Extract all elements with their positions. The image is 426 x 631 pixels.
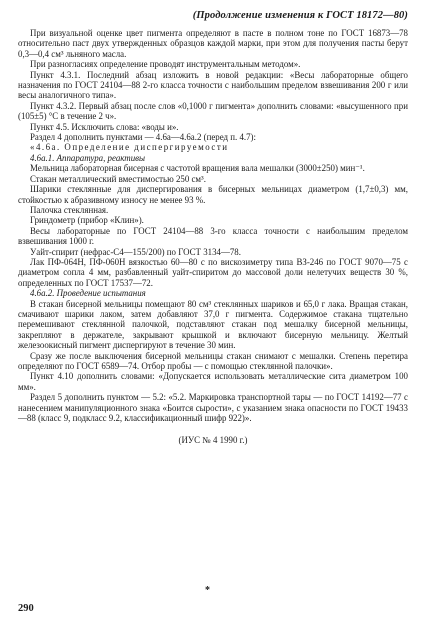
subsection-heading: 4.6а.2. Проведение испытания — [30, 288, 146, 299]
subsection-heading: 4.6а.1. Аппаратура, реактивы — [30, 152, 145, 163]
asterisk-mark: * — [205, 585, 210, 596]
paragraph: Пункт 4.3.2. Первый абзац после слов «0,1000 г пигмента» дополнить словами: «высушенного при (105±5) °С в течение 2 ч». — [18, 100, 408, 122]
paragraph: Сразу же после выключения бисерной мельницы стакан снимают с мешалки. Степень перетира определяют по ГОСТ 6589—74. Отбор пробы — с помощью стеклянной палочки». — [18, 350, 408, 371]
source-reference: (ИУС № 4 1990 г.) — [178, 435, 248, 446]
paragraph: Лак ПФ-064Н, ПФ-060Н вязкостью 60—80 с по вискозиметру типа ВЗ-246 по ГОСТ 9070—75 с диаметром сопла 4 мм, разбавленный уайт-спиритом до массовой доли нелетучих веществ 30 %, определенных по ГОСТ 17537—72. — [18, 256, 408, 288]
paragraph: Гриндометр (прибор «Клин»). — [30, 215, 144, 226]
paragraph: Стакан металлический вместимостью 250 см³. — [30, 173, 206, 184]
paragraph: Пункт 4.3.1. Последний абзац изложить в новой редакции: «Весы лабораторные общего назначения по ГОСТ 24104—88 2-го класса точности с наибольшим пределом взвешивания 200 г или весы аналогичного типа». — [18, 69, 408, 101]
paragraph: При визуальной оценке цвет пигмента определяют в пасте в полном тоне по ГОСТ 16873—78 относительно паст двух утвержденных образцов каждой марки, при этом для получения пасты берут 0,3—0,4 см³ льняного масла. — [18, 28, 408, 59]
page-number: 290 — [18, 603, 34, 614]
paragraph: Мельница лабораторная бисерная с частотой вращения вала мешалки (3000±250) мин⁻¹. — [30, 163, 365, 174]
paragraph: При разногласиях определение проводят инструментальным методом». — [30, 59, 301, 70]
paragraph: Весы лабораторные по ГОСТ 24104—88 3-го класса точности с наибольшим пределом взвешивания 1000 г. — [18, 225, 408, 247]
paragraph: Раздел 5 дополнить пунктом — 5.2: «5.2. Маркировка транспортной тары — по ГОСТ 14192—77 с нанесением манипуляционного знака «Боится сырости», с указанием знака опасности по ГОСТ 19433—88 (класс 9, подкласс 9.2, классификационный шифр 922)». — [18, 392, 408, 424]
running-header: (Продолжение изменения к ГОСТ 18172—80) — [192, 10, 408, 21]
document-body — [18, 28, 408, 446]
paragraph: Уайт-спирит (нефрас-С4—155/200) по ГОСТ 3134—78. — [30, 246, 241, 257]
paragraph: Палочка стеклянная. — [30, 204, 109, 215]
paragraph: Шарики стеклянные для диспергирования в бисерных мельницах диаметром (1,7±0,3) мм, стойкостью к абразивному износу не менее 93 %. — [18, 184, 408, 205]
paragraph: Пункт 4.5. Исключить слова: «воды и». — [30, 121, 179, 132]
paragraph: Раздел 4 дополнить пунктами — 4.6а—4.6а.2 (перед п. 4.7): — [30, 132, 256, 143]
paragraph: В стакан бисерной мельницы помещают 80 см³ стеклянных шариков и 65,0 г лака. Вращая стакан, смачивают шарики лаком, затем добавляют 37,0 г пигмента. Содержимое стакана тщательно перемешивают стеклянной палочкой, подставляют стакан под мешалку бисерной мельницы, закрепляют в держателе, закрывают крышкой и включают бисерную мельницу. Желтый железоокисный пигмент диспергируют в течение 30 мин. — [18, 298, 408, 351]
paragraph: Пункт 4.10 дополнить словами: «Допускается использовать металлические сита диаметром 100 мм». — [18, 371, 408, 392]
section-heading: «4.6а. Определение диспергируемости — [30, 142, 229, 153]
